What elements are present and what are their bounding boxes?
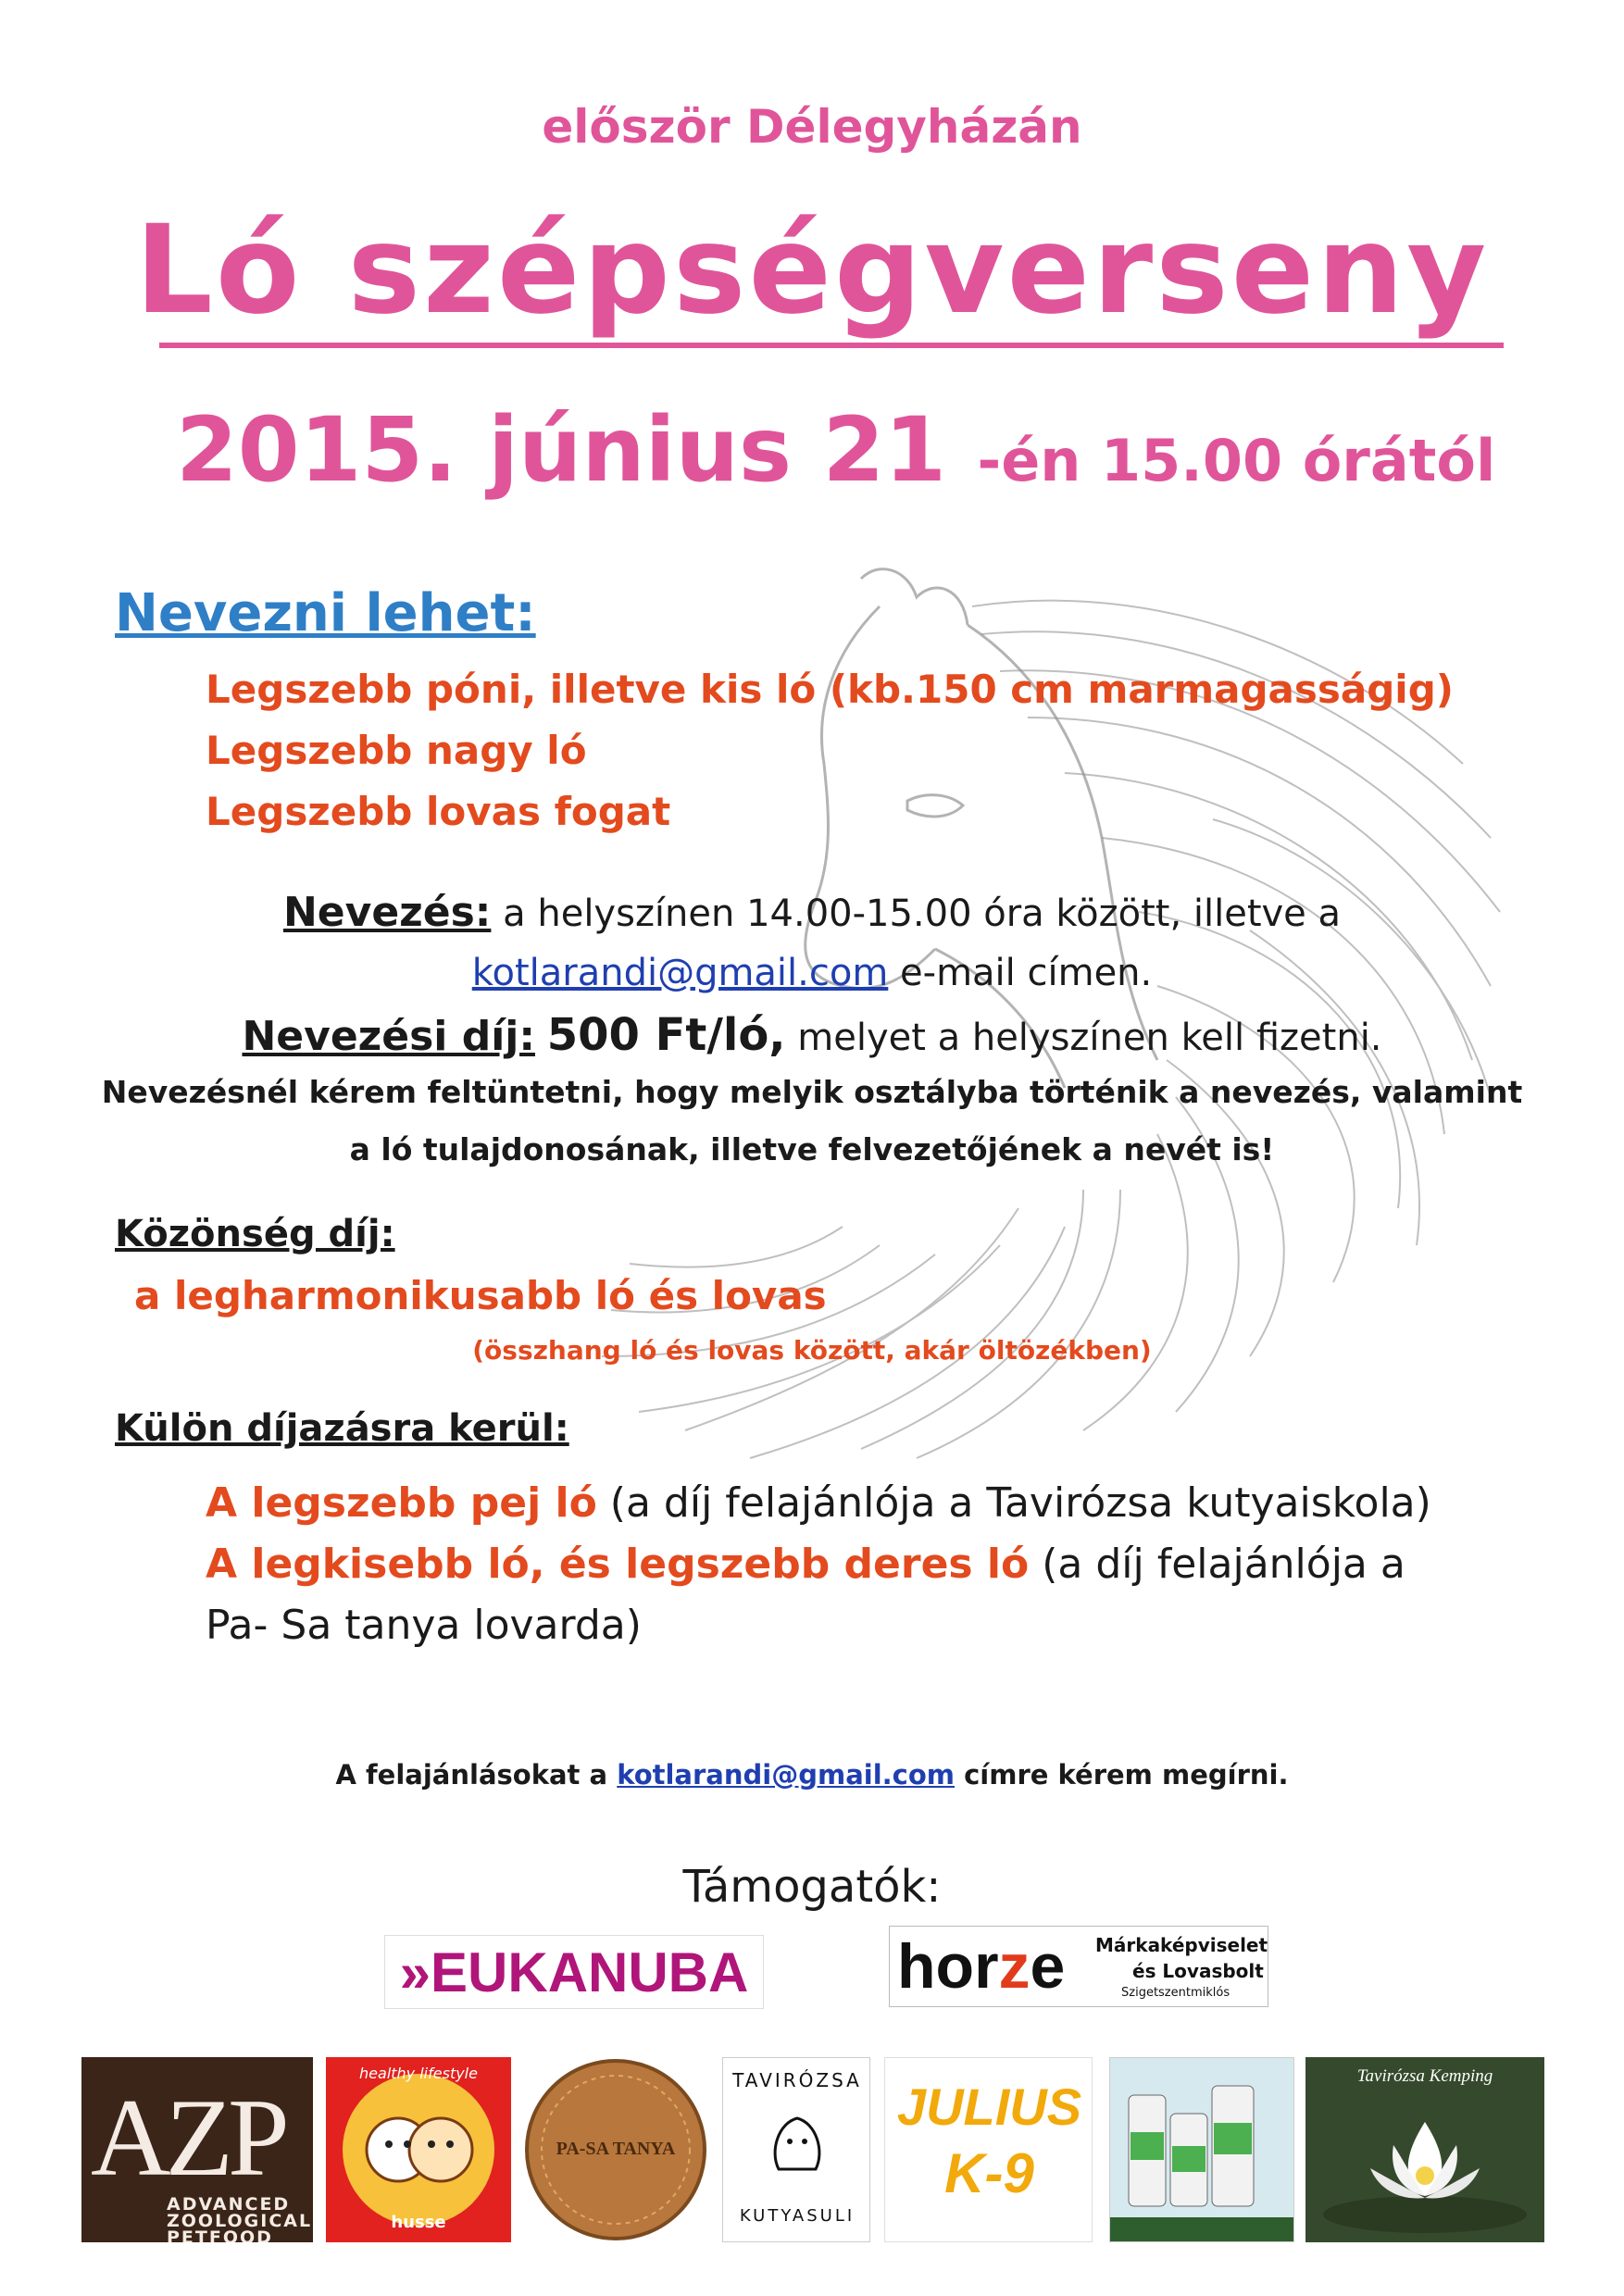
prize-sponsor-continuation: Pa- Sa tanya lovarda) xyxy=(206,1602,642,1649)
azp-line: PETFOOD xyxy=(167,2227,273,2242)
julius-text: JULIUS xyxy=(896,2078,1082,2136)
special-prizes-heading: Külön díjazásra kerül: xyxy=(115,1407,569,1450)
azp-line: ADVANCED xyxy=(167,2194,291,2215)
eukanuba-logo: »EUKANUBA xyxy=(384,1935,764,2009)
registration-line xyxy=(0,889,1624,936)
taviro-bottom-text: KUTYASULI xyxy=(739,2206,856,2226)
prize-highlight: A legkisebb ló, és legszebb deres ló xyxy=(206,1541,1030,1588)
tavirozsa-kutyasuli-logo xyxy=(722,2057,870,2242)
kemping-caption: Tavirózsa Kemping xyxy=(1356,2066,1493,2086)
husse-brand: husse xyxy=(391,2213,446,2232)
offers-text: címre kérem megírni. xyxy=(964,1759,1289,1791)
husse-slogan: healthy lifestyle xyxy=(359,2065,478,2082)
julius-k9-logo xyxy=(884,2057,1093,2242)
horze-tagline: és Lovasbolt xyxy=(1132,1960,1264,1982)
special-prize-item xyxy=(206,1479,1431,1527)
horze-tagline: Márkaképviselet xyxy=(1095,1934,1268,1956)
azp-logo xyxy=(81,2057,313,2242)
prize-sponsor-text: (a díj felajánlója a xyxy=(1042,1541,1405,1588)
product-bottles-image xyxy=(1109,2057,1294,2242)
husse-logo xyxy=(326,2057,511,2242)
dog-drawing-icon xyxy=(760,2104,834,2188)
registration-email-link[interactable]: kotlarandi@gmail.com xyxy=(471,952,889,994)
audience-prize-heading: Közönség díj: xyxy=(115,1213,395,1255)
pasa-tanya-logo xyxy=(523,2057,708,2242)
horze-word-e: e xyxy=(1030,1931,1066,2002)
audience-prize-note: (összhang ló és lovas között, akár öltözékben) xyxy=(472,1335,1152,1366)
bottles-illustration xyxy=(1110,2058,1294,2242)
page-title: Ló szépségverseny xyxy=(134,199,1490,342)
special-prize-item xyxy=(206,1541,1405,1588)
azp-letters: AZP xyxy=(91,2076,284,2199)
azp-line: ZOOLOGICAL xyxy=(167,2211,313,2231)
registration-email-text: e-mail címen. xyxy=(900,952,1153,994)
fee-line xyxy=(0,1009,1624,1061)
prize-highlight: A legszebb pej ló xyxy=(206,1479,597,1527)
category-item: Legszebb póni, illetve kis ló (kb.150 cm marmagasságig) xyxy=(206,667,1454,712)
taviro-top-text: TAVIRÓZSA xyxy=(732,2069,862,2091)
offers-email-link[interactable]: kotlarandi@gmail.com xyxy=(617,1759,955,1791)
registration-email-line xyxy=(0,952,1624,994)
pasa-text: PA-SA TANYA xyxy=(556,2139,676,2159)
registration-note: a ló tulajdonosának, illetve felvezetőjének a nevét is! xyxy=(349,1131,1275,1167)
horze-wordmark xyxy=(897,1930,1065,2003)
fee-value: 500 Ft/ló, xyxy=(546,1009,786,1061)
category-item: Legszebb lovas fogat xyxy=(206,789,671,834)
k9-text: K-9 xyxy=(944,2142,1034,2204)
fee-label: Nevezési díj: xyxy=(242,1013,535,1060)
registration-label: Nevezés: xyxy=(282,889,492,936)
event-date xyxy=(176,398,1495,502)
registration-text: a helyszínen 14.00-15.00 óra között, illetve a xyxy=(503,892,1342,935)
tavirozsa-kemping-logo xyxy=(1305,2057,1544,2242)
subtitle: először Délegyházán xyxy=(542,100,1082,154)
audience-prize-item: a legharmonikusabb ló és lovas xyxy=(134,1273,827,1318)
offers-text: A felajánlásokat a xyxy=(335,1759,608,1791)
horze-logo xyxy=(889,1926,1268,2007)
entries-heading: Nevezni lehet: xyxy=(115,583,536,643)
horze-word-z: z xyxy=(998,1931,1031,2002)
offers-line xyxy=(0,1759,1624,1791)
fee-text: melyet a helyszínen kell fizetni. xyxy=(797,1017,1382,1059)
horze-word-part: hor xyxy=(897,1931,999,2002)
date-suffix: -én 15.00 órától xyxy=(977,427,1496,494)
date-main: 2015. június 21 xyxy=(176,398,947,502)
prize-sponsor-text: (a díj felajánlója a Tavirózsa kutyaiskola) xyxy=(609,1479,1431,1527)
horze-location: Szigetszentmiklós xyxy=(1121,1986,1230,2000)
registration-note: Nevezésnél kérem feltüntetni, hogy melyik osztályba történik a nevezés, valamint xyxy=(101,1074,1523,1110)
sponsors-label: Támogatók: xyxy=(682,1861,942,1913)
category-item: Legszebb nagy ló xyxy=(206,728,587,773)
title-underline xyxy=(159,343,1504,348)
